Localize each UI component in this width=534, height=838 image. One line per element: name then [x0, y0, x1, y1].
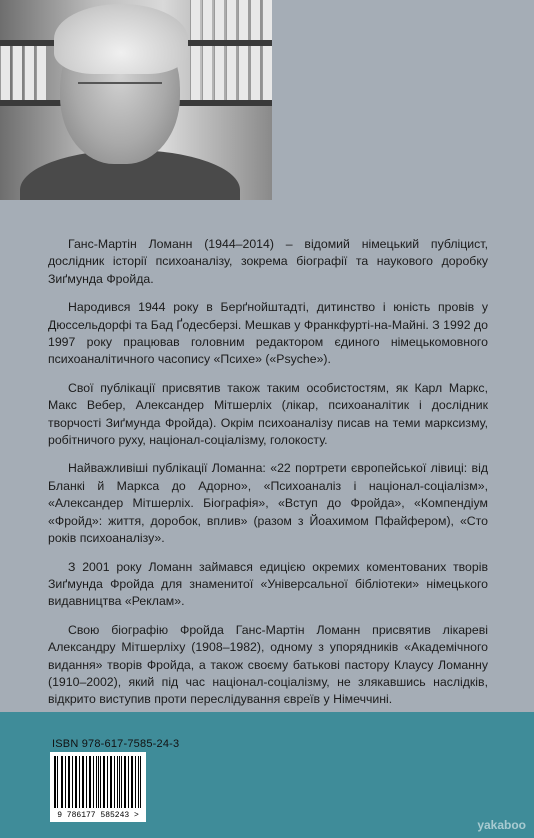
- barcode-digits: 9 786177 585243 >: [57, 811, 139, 820]
- author-photo: [0, 0, 272, 200]
- barcode-stripe: [132, 756, 133, 808]
- bio-paragraph: Найважливіші публікації Ломанна: «22 портрети європейської лівиці: від Бланкі й Маркса до Адорно», «Психоаналіз і націонал-соціалізм», «Александер Мітшерліх. Біографія», «Вступ до Фройда», «Компендіум «Фройд»: життя, доробок, вплив» (разом з Йоахимом Пфайфером), «Сто років психоаналізу».: [48, 461, 488, 546]
- barcode-stripe: [111, 756, 112, 808]
- barcode: [50, 752, 146, 822]
- author-hair: [54, 4, 188, 74]
- bio-paragraph: Свою біографію Фройда Ганс-Мартін Ломанн присвятив лікареві Александру Мітшерліху (1908–1982), одному з упорядників «Академічного видання» творів Фройда, а також своєму батькові пастору Клаусу Ломанну (1910–2002), який під час націонал-соціалізму, не злякавшись наслідків, відкрито виступив проти переслідування євреїв у Німеччині.: [48, 622, 488, 707]
- bio-paragraph: З 2001 року Ломанн займався едицією окремих коментованих творів Зиґмунда Фройда для знаменитої «Універсальної бібліотеки» німецького видавництва «Реклам».: [48, 559, 488, 609]
- books: [190, 0, 272, 40]
- watermark: yakaboo: [477, 818, 526, 832]
- books: [0, 46, 46, 100]
- barcode-stripe: [62, 756, 63, 808]
- bio-paragraph: Свої публікації присвятив також таким особистостям, як Карл Маркс, Макс Вебер, Александер Мітшерліх (лікар, психоаналітик і дослідник творчості Зиґмунда Фройда). Окрім психоаналізу писав на теми марксизму, робітничого руху, націонал-соціалізму, голокосту.: [48, 380, 488, 448]
- author-biography: [48, 236, 488, 720]
- books: [190, 46, 272, 100]
- isbn-label: ISBN 978-617-7585-24-3: [52, 738, 180, 750]
- bio-paragraph: Народився 1944 року в Берґнойштадті, дитинство і юність провів у Дюссельдорфі та Бад Ґодесберзі. Мешкав у Франкфурті-на-Майні. З 1992 до 1997 року працював головним редактором єдиного німецькомовного психоаналітичного часопису «Психе» («Psyche»).: [48, 300, 488, 367]
- bio-paragraph: Ганс-Мартін Ломанн (1944–2014) – відомий німецький публіцист, дослідник історії психоаналізу, зокрема біографії та наукового доробку Зиґмунда Фройда.: [48, 237, 488, 286]
- barcode-stripe: [79, 756, 80, 808]
- barcode-bars: [54, 756, 142, 808]
- barcode-stripe: [96, 756, 97, 808]
- glasses: [78, 82, 162, 106]
